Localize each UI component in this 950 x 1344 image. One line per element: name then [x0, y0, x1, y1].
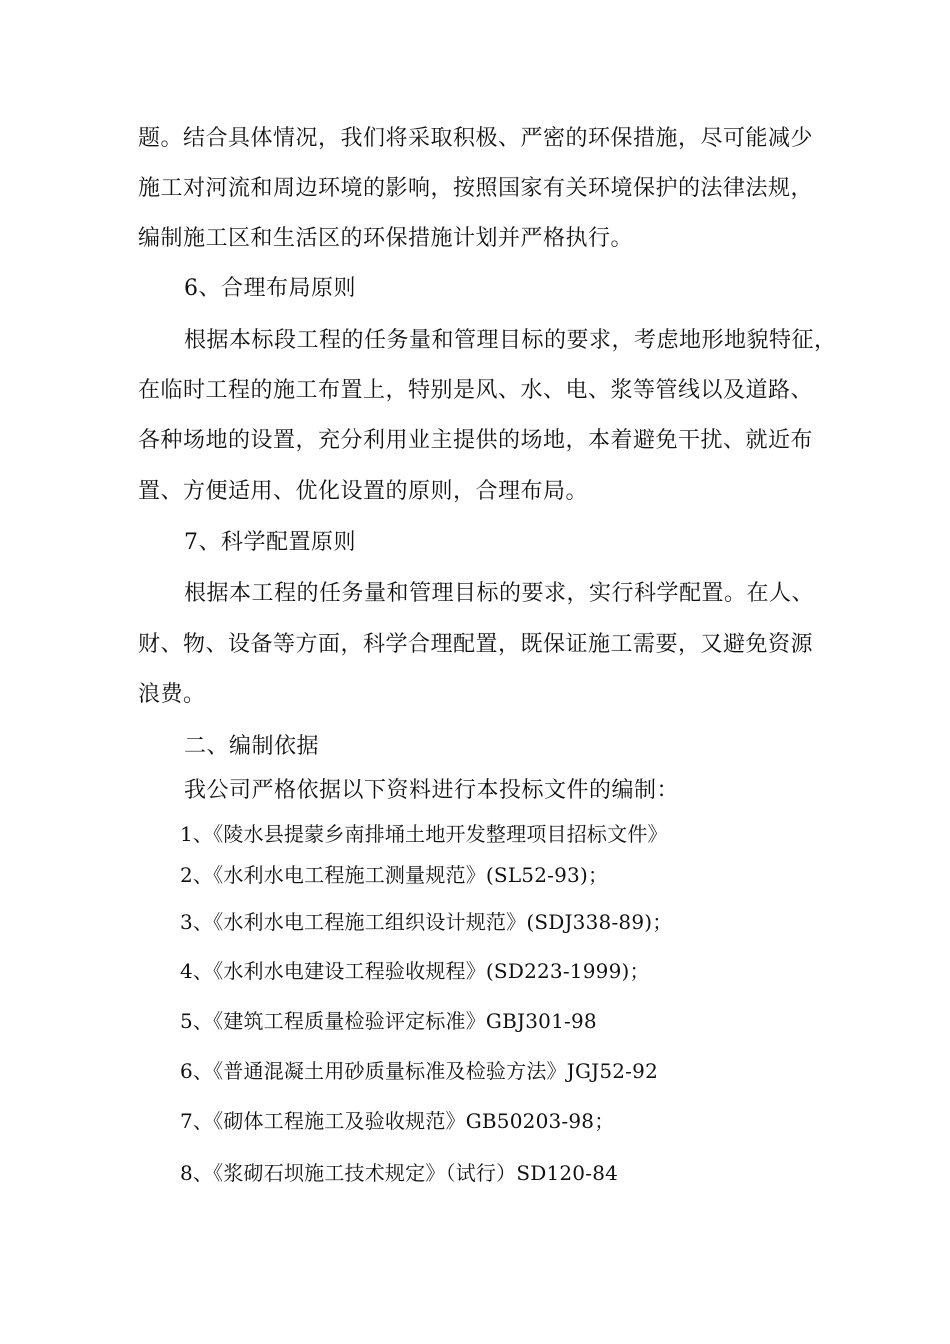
section-heading-7: 7、科学配置原则	[184, 530, 356, 555]
paragraph-line: 各种场地的设置，充分利用业主提供的场地，本着避免干扰、就近布	[138, 428, 814, 453]
paragraph-line: 施工对河流和周边环境的影响，按照国家有关环境保护的法律法规，	[138, 176, 814, 201]
paragraph-line: 题。结合具体情况，我们将采取积极、严密的环保措施，尽可能减少	[138, 126, 814, 151]
basis-intro: 我公司严格依据以下资料进行本投标文件的编制：	[184, 778, 680, 803]
paragraph-line: 财、物、设备等方面，科学合理配置，既保证施工需要，又避免资源	[138, 632, 814, 657]
reference-item: 8、《浆砌石坝施工技术规定》（试行）SD120-84	[180, 1161, 619, 1185]
paragraph-line: 编制施工区和生活区的环保措施计划并严格执行。	[138, 226, 634, 251]
paragraph-line: 浪费。	[138, 682, 206, 707]
section-heading-6: 6、合理布局原则	[184, 276, 356, 301]
reference-item: 1、《陵水县提蒙乡南排埇土地开发整理项目招标文件》	[180, 822, 668, 846]
section-heading-basis: 二、编制依据	[184, 734, 320, 759]
paragraph-line: 在临时工程的施工布置上，特别是风、水、电、浆等管线以及道路、	[138, 378, 814, 403]
paragraph-line: 置、方便适用、优化设置的原则，合理布局。	[138, 479, 589, 504]
reference-item: 3、《水利水电工程施工组织设计规范》(SDJ338-89)；	[180, 910, 673, 934]
reference-item: 6、《普通混凝土用砂质量标准及检验方法》JGJ52-92	[180, 1059, 658, 1083]
reference-item: 2、《水利水电工程施工测量规范》(SL52-93)；	[180, 863, 609, 887]
paragraph-line: 根据本标段工程的任务量和管理目标的要求，考虑地形地貌特征，	[184, 328, 837, 353]
reference-item: 7、《砌体工程施工及验收规范》GB50203-98；	[180, 1109, 615, 1133]
reference-item: 5、《建筑工程质量检验评定标准》GBJ301-98	[180, 1009, 597, 1033]
paragraph-line: 根据本工程的任务量和管理目标的要求，实行科学配置。在人、	[184, 581, 815, 606]
reference-item: 4、《水利水电建设工程验收规程》(SD223-1999)；	[180, 959, 650, 983]
